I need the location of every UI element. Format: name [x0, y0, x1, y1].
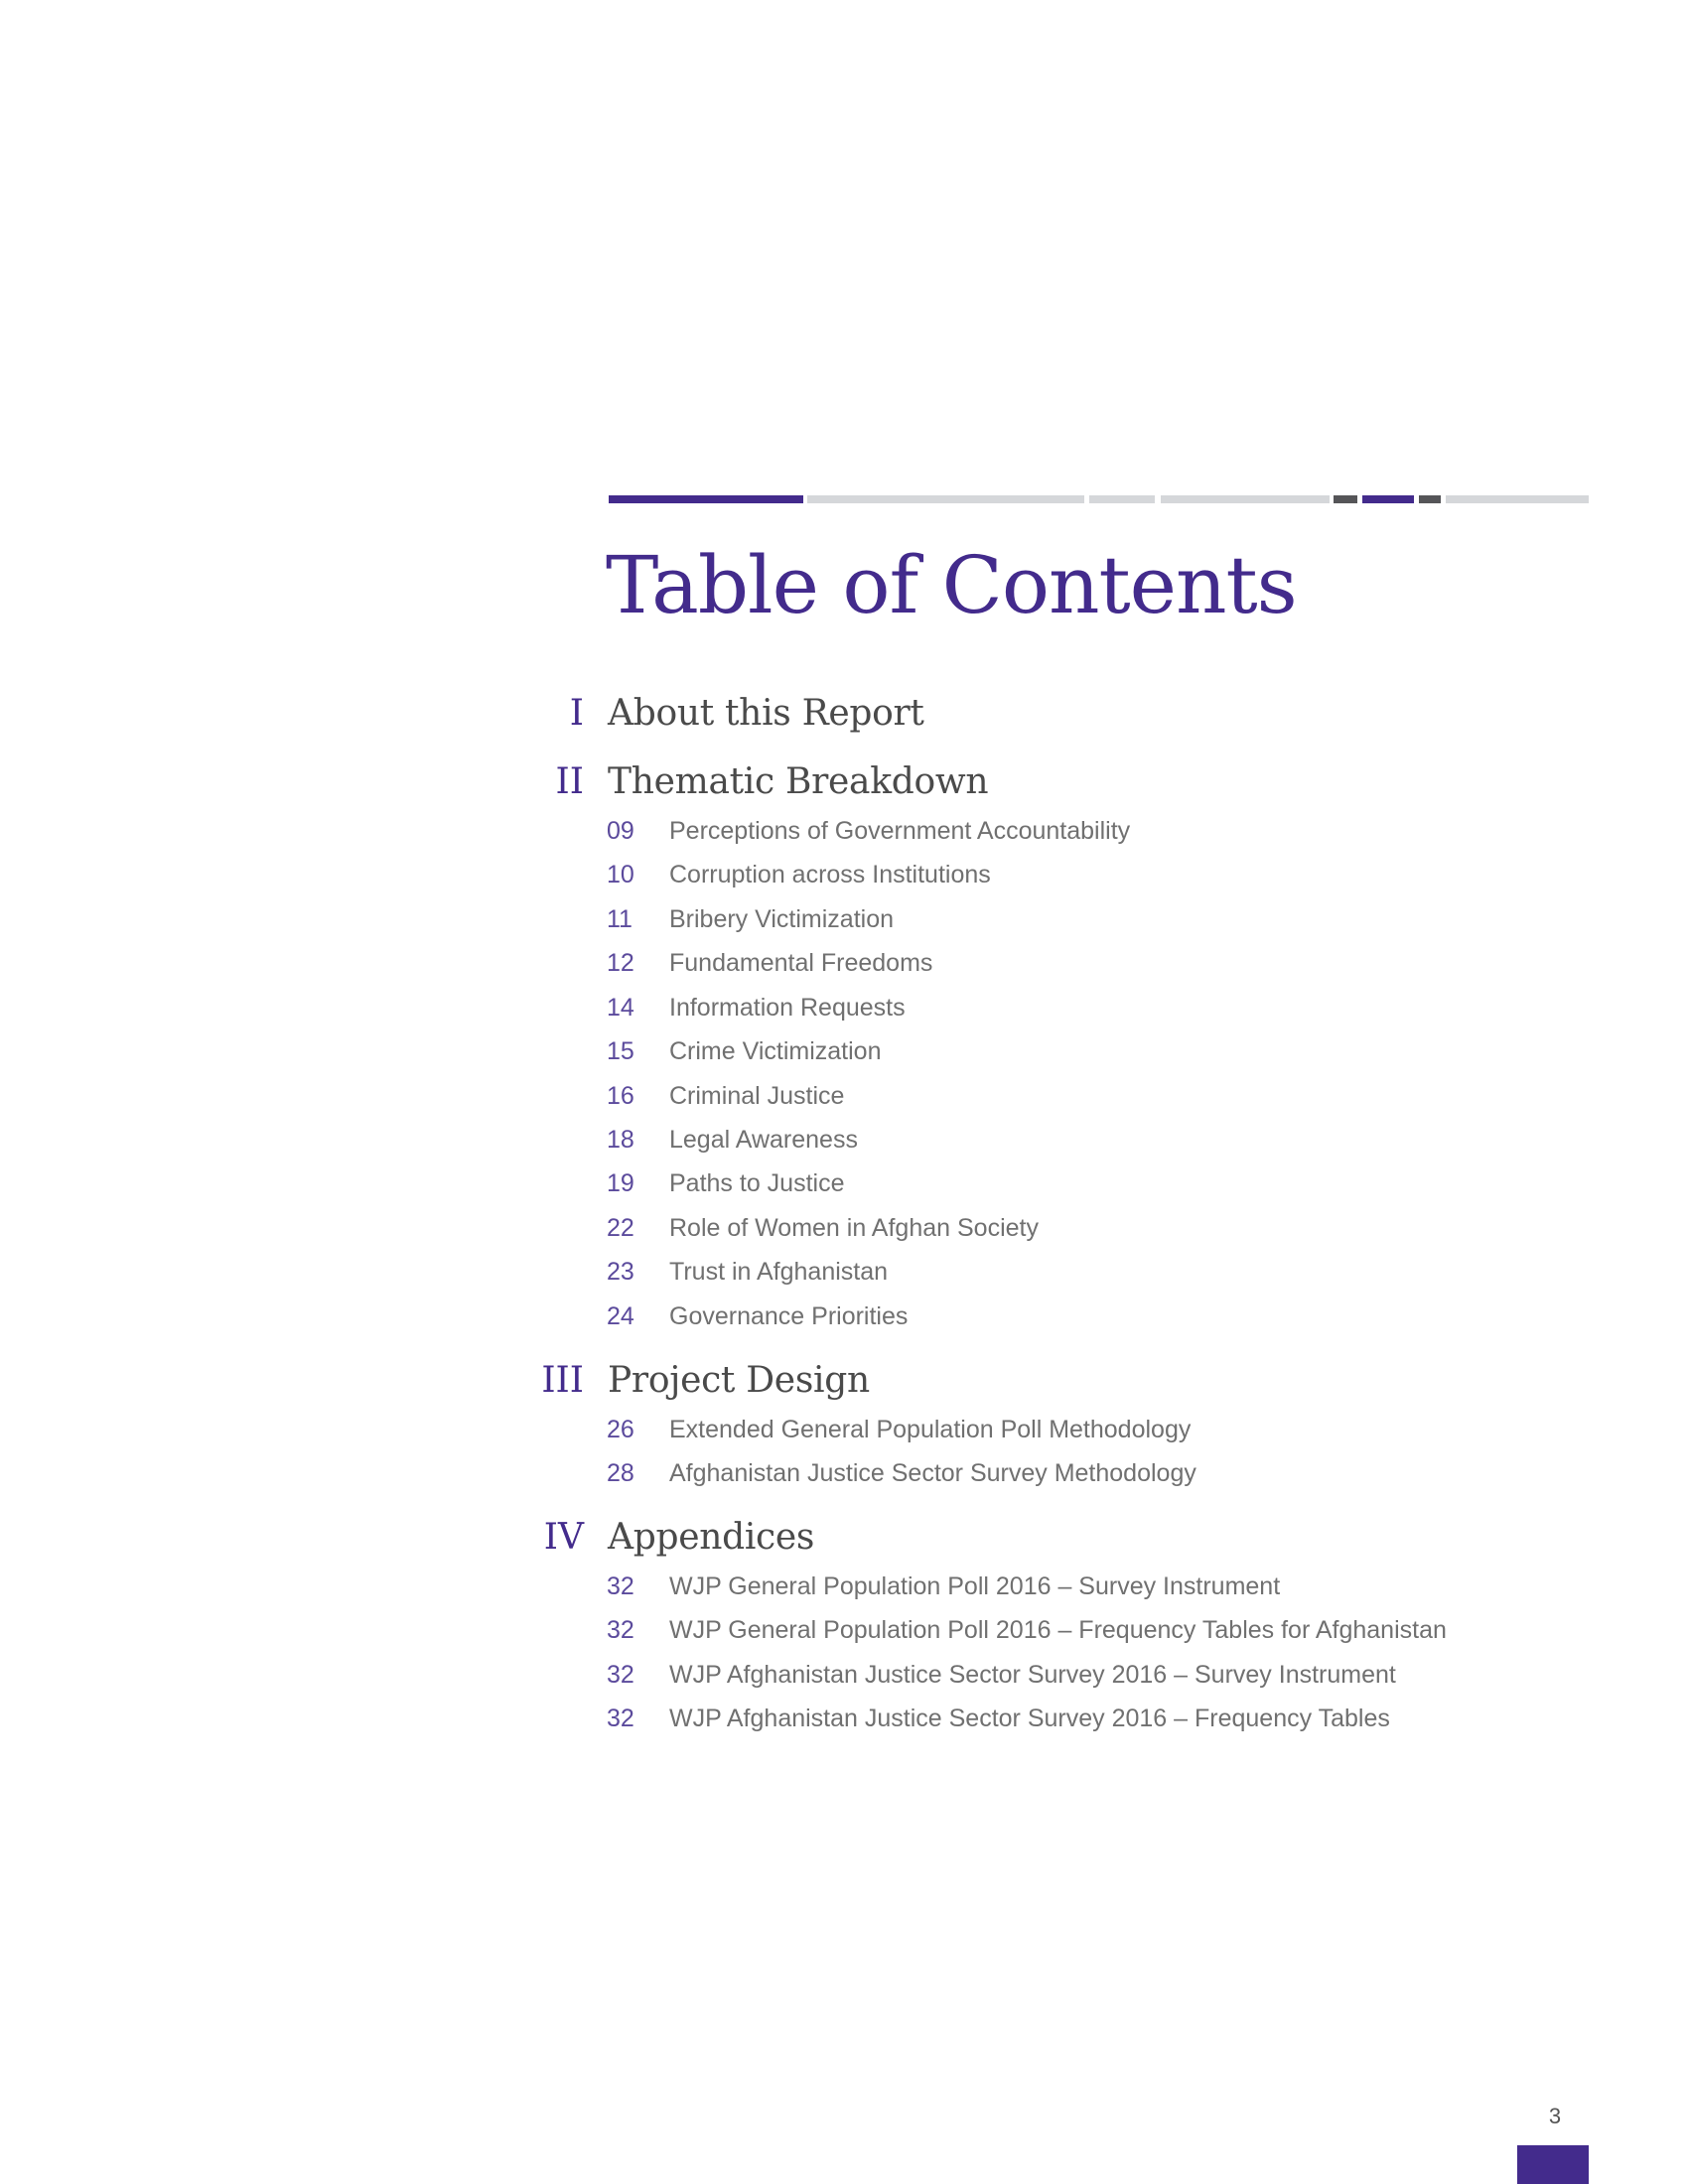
- section-numeral: II: [555, 761, 584, 802]
- entry-title: Perceptions of Government Accountability: [669, 817, 1131, 845]
- entry-title: WJP General Population Poll 2016 – Frequency Tables for Afghanistan: [669, 1616, 1447, 1644]
- entry-title: WJP Afghanistan Justice Sector Survey 2016 – Frequency Tables: [669, 1705, 1390, 1732]
- entry-page-number: 28: [607, 1459, 634, 1487]
- entry-page-number: 22: [607, 1214, 634, 1242]
- toc-section[interactable]: [0, 756, 1688, 808]
- toc-entry[interactable]: [0, 1165, 1688, 1201]
- toc-entry[interactable]: [0, 1455, 1688, 1491]
- entry-title: Bribery Victimization: [669, 905, 895, 933]
- entry-page-number: 09: [607, 817, 634, 845]
- entry-page-number: 24: [607, 1302, 634, 1330]
- entry-title: Extended General Population Poll Methodology: [669, 1416, 1192, 1443]
- toc-section[interactable]: [0, 1512, 1688, 1564]
- entry-title: Governance Priorities: [669, 1302, 909, 1330]
- section-numeral: III: [541, 1360, 584, 1401]
- corner-accent-block: [1517, 2145, 1589, 2184]
- section-title: Project Design: [608, 1360, 870, 1401]
- entry-title: Role of Women in Afghan Society: [669, 1214, 1039, 1242]
- toc-entry[interactable]: [0, 1701, 1688, 1736]
- entry-title: Fundamental Freedoms: [669, 949, 933, 977]
- entry-title: Legal Awareness: [669, 1126, 858, 1154]
- entry-title: Afghanistan Justice Sector Survey Methodology: [669, 1459, 1196, 1487]
- entry-page-number: 19: [607, 1169, 634, 1197]
- entry-page-number: 11: [607, 905, 633, 933]
- entry-page-number: 32: [607, 1661, 634, 1689]
- toc-entry[interactable]: [0, 1210, 1688, 1246]
- entry-page-number: 32: [607, 1572, 634, 1600]
- entry-title: Crime Victimization: [669, 1037, 882, 1065]
- page-number: 3: [1548, 2104, 1562, 2128]
- section-title: About this Report: [608, 693, 924, 734]
- entry-page-number: 10: [607, 861, 634, 888]
- toc-entry[interactable]: [0, 901, 1688, 937]
- entry-title: Information Requests: [669, 994, 906, 1022]
- entry-title: Trust in Afghanistan: [669, 1258, 889, 1286]
- toc-entry[interactable]: [0, 1657, 1688, 1693]
- toc-entry[interactable]: [0, 1569, 1688, 1604]
- entry-title: Paths to Justice: [669, 1169, 845, 1197]
- entry-page-number: 16: [607, 1082, 634, 1110]
- toc-entry[interactable]: [0, 1254, 1688, 1290]
- entry-page-number: 15: [607, 1037, 634, 1065]
- entry-title: WJP General Population Poll 2016 – Survey Instrument: [669, 1572, 1281, 1600]
- toc-entry[interactable]: [0, 857, 1688, 892]
- section-numeral: IV: [543, 1517, 584, 1558]
- toc-section[interactable]: [0, 1355, 1688, 1407]
- entry-page-number: 23: [607, 1258, 634, 1286]
- toc-entry[interactable]: [0, 813, 1688, 849]
- entry-page-number: 18: [607, 1126, 634, 1154]
- toc-entry[interactable]: [0, 1298, 1688, 1334]
- toc-entry[interactable]: [0, 1412, 1688, 1447]
- section-numeral: I: [569, 693, 584, 734]
- toc-entry[interactable]: [0, 990, 1688, 1025]
- section-title: Appendices: [608, 1517, 815, 1558]
- section-title: Thematic Breakdown: [608, 761, 989, 802]
- entry-title: Corruption across Institutions: [669, 861, 991, 888]
- entry-page-number: 14: [607, 994, 634, 1022]
- entry-page-number: 12: [607, 949, 634, 977]
- entry-page-number: 26: [607, 1416, 634, 1443]
- page-title: Table of Contents: [606, 539, 1297, 631]
- toc-section[interactable]: [0, 688, 1688, 740]
- toc-entry[interactable]: [0, 1078, 1688, 1114]
- toc-entry[interactable]: [0, 945, 1688, 981]
- entry-title: Criminal Justice: [669, 1082, 845, 1110]
- toc-entry[interactable]: [0, 1122, 1688, 1158]
- toc-entry[interactable]: [0, 1033, 1688, 1069]
- entry-page-number: 32: [607, 1616, 634, 1644]
- entry-title: WJP Afghanistan Justice Sector Survey 2016 – Survey Instrument: [669, 1661, 1396, 1689]
- entry-page-number: 32: [607, 1705, 634, 1732]
- toc-entry[interactable]: [0, 1612, 1688, 1648]
